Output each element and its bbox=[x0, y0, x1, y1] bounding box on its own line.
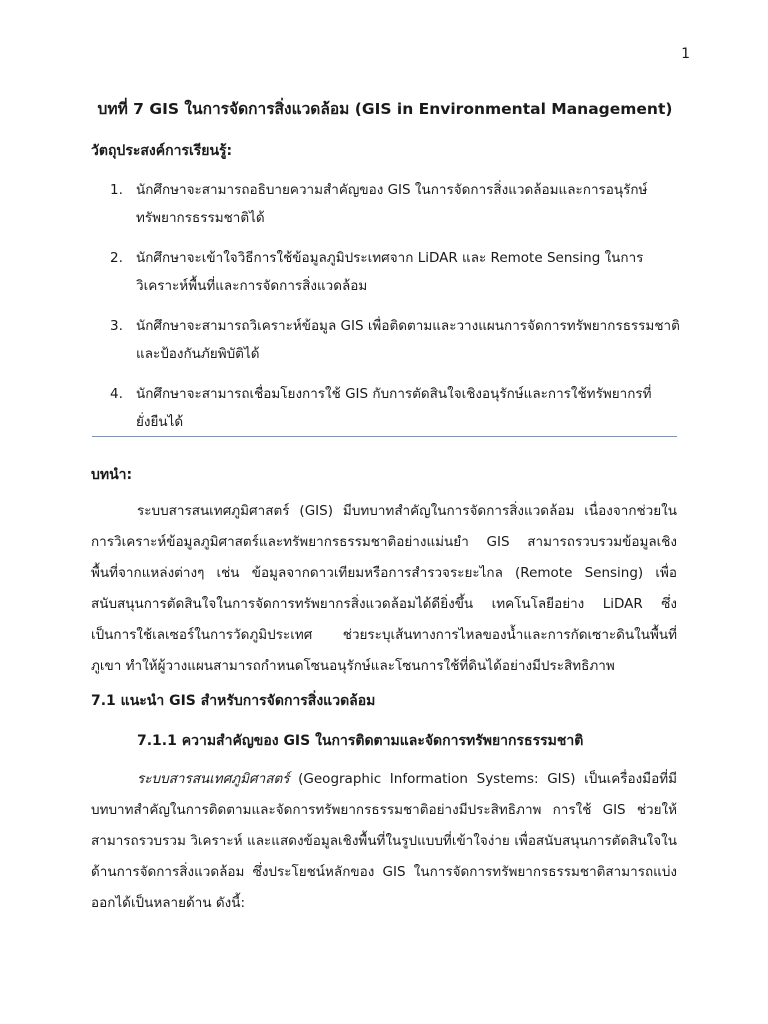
objective-text: นักศึกษาจะสามารถวิเคราะห์ข้อมูล GIS เพื่อติดตามและวางแผนการจัดการทรัพยากรธรรมชาติและป้องกันภัยพิบัติได้ bbox=[136, 318, 680, 362]
subsection-paragraph-text: (Geographic Information Systems: GIS) เป็นเครื่องมือที่มีบทบาทสำคัญในการติดตามและจัดการทรัพยากรธรรมชาติอย่างมีประสิทธิภาพ การใช้ GIS ช่วยให้สามารถรวบรวม วิเคราะห์ และแสดงข้อมูลเชิงพื้นที่ในรูปแบบที่เข้าใจง่าย เพื่อสนับสนุนการตัดสินใจในด้านการจัดการสิ่งแวดล้อม ซึ่งประโยชน์หลักของ GIS ในการจัดการทรัพยากรธรรมชาติสามารถแบ่งออกได้เป็นหลายด้าน ดังนี้: bbox=[91, 771, 677, 911]
intro-paragraph: ระบบสารสนเทศภูมิศาสตร์ (GIS) มีบทบาทสำคัญในการจัดการสิ่งแวดล้อม เนื่องจากช่วยในการวิเคราะห์ข้อมูลภูมิศาสตร์และทรัพยากรธรรมชาติอย่างแม่นยำ GIS สามารถรวบรวมข้อมูลเชิงพื้นที่จากแหล่งต่างๆ เช่น ข้อมูลจากดาวเทียมหรือการสำรวจระยะไกล (Remote Sensing) เพื่อสนับสนุนการตัดสินใจในการจัดการทรัพยากรสิ่งแวดล้อมได้ดียิ่งขึ้น เทคโนโลยีอย่าง LiDAR ซึ่งเป็นการใช้เลเซอร์ในการวัดภูมิประเทศ ช่วยระบุเส้นทางการไหลของน้ำและการกัดเซาะดินในพื้นที่ภูเขา ทำให้ผู้วางแผนสามารถกำหนดโซนอนุรักษ์และโซนการใช้ที่ดินได้อย่างมีประสิทธิภาพ bbox=[91, 503, 677, 674]
objective-item bbox=[110, 244, 690, 300]
intro-heading: บทนำ: bbox=[91, 467, 133, 483]
objectives-heading: วัตถุประสงค์การเรียนรู้: bbox=[91, 143, 233, 159]
section-heading: 7.1 แนะนำ GIS สำหรับการจัดการสิ่งแวดล้อม bbox=[91, 693, 376, 709]
objective-item bbox=[110, 312, 690, 368]
objective-number: 2. bbox=[110, 250, 123, 266]
section-divider bbox=[92, 436, 677, 437]
objective-text: นักศึกษาจะสามารถเชื่อมโยงการใช้ GIS กับการตัดสินใจเชิงอนุรักษ์และการใช้ทรัพยากรที่ยั่งยืนได้ bbox=[136, 386, 652, 430]
subsection-paragraph bbox=[91, 764, 677, 919]
chapter-title: บทที่ 7 GIS ในการจัดการสิ่งแวดล้อม (GIS in Environmental Management) bbox=[97, 100, 673, 118]
page-number: 1 bbox=[681, 46, 690, 62]
italic-term: ระบบสารสนเทศภูมิศาสตร์ bbox=[137, 771, 290, 787]
objective-text: นักศึกษาจะสามารถอธิบายความสำคัญของ GIS ในการจัดการสิ่งแวดล้อมและการอนุรักษ์ทรัพยากรธรรมชาติได้ bbox=[136, 182, 648, 226]
objective-number: 1. bbox=[110, 182, 123, 198]
objective-item bbox=[110, 380, 690, 436]
objective-number: 3. bbox=[110, 318, 123, 334]
objective-item bbox=[110, 176, 690, 232]
objective-number: 4. bbox=[110, 386, 123, 402]
objective-text: นักศึกษาจะเข้าใจวิธีการใช้ข้อมูลภูมิประเทศจาก LiDAR และ Remote Sensing ในการวิเคราะห์พื้นที่และการจัดการสิ่งแวดล้อม bbox=[136, 250, 644, 294]
subsection-heading: 7.1.1 ความสำคัญของ GIS ในการติดตามและจัดการทรัพยากรธรรมชาติ bbox=[137, 733, 584, 749]
